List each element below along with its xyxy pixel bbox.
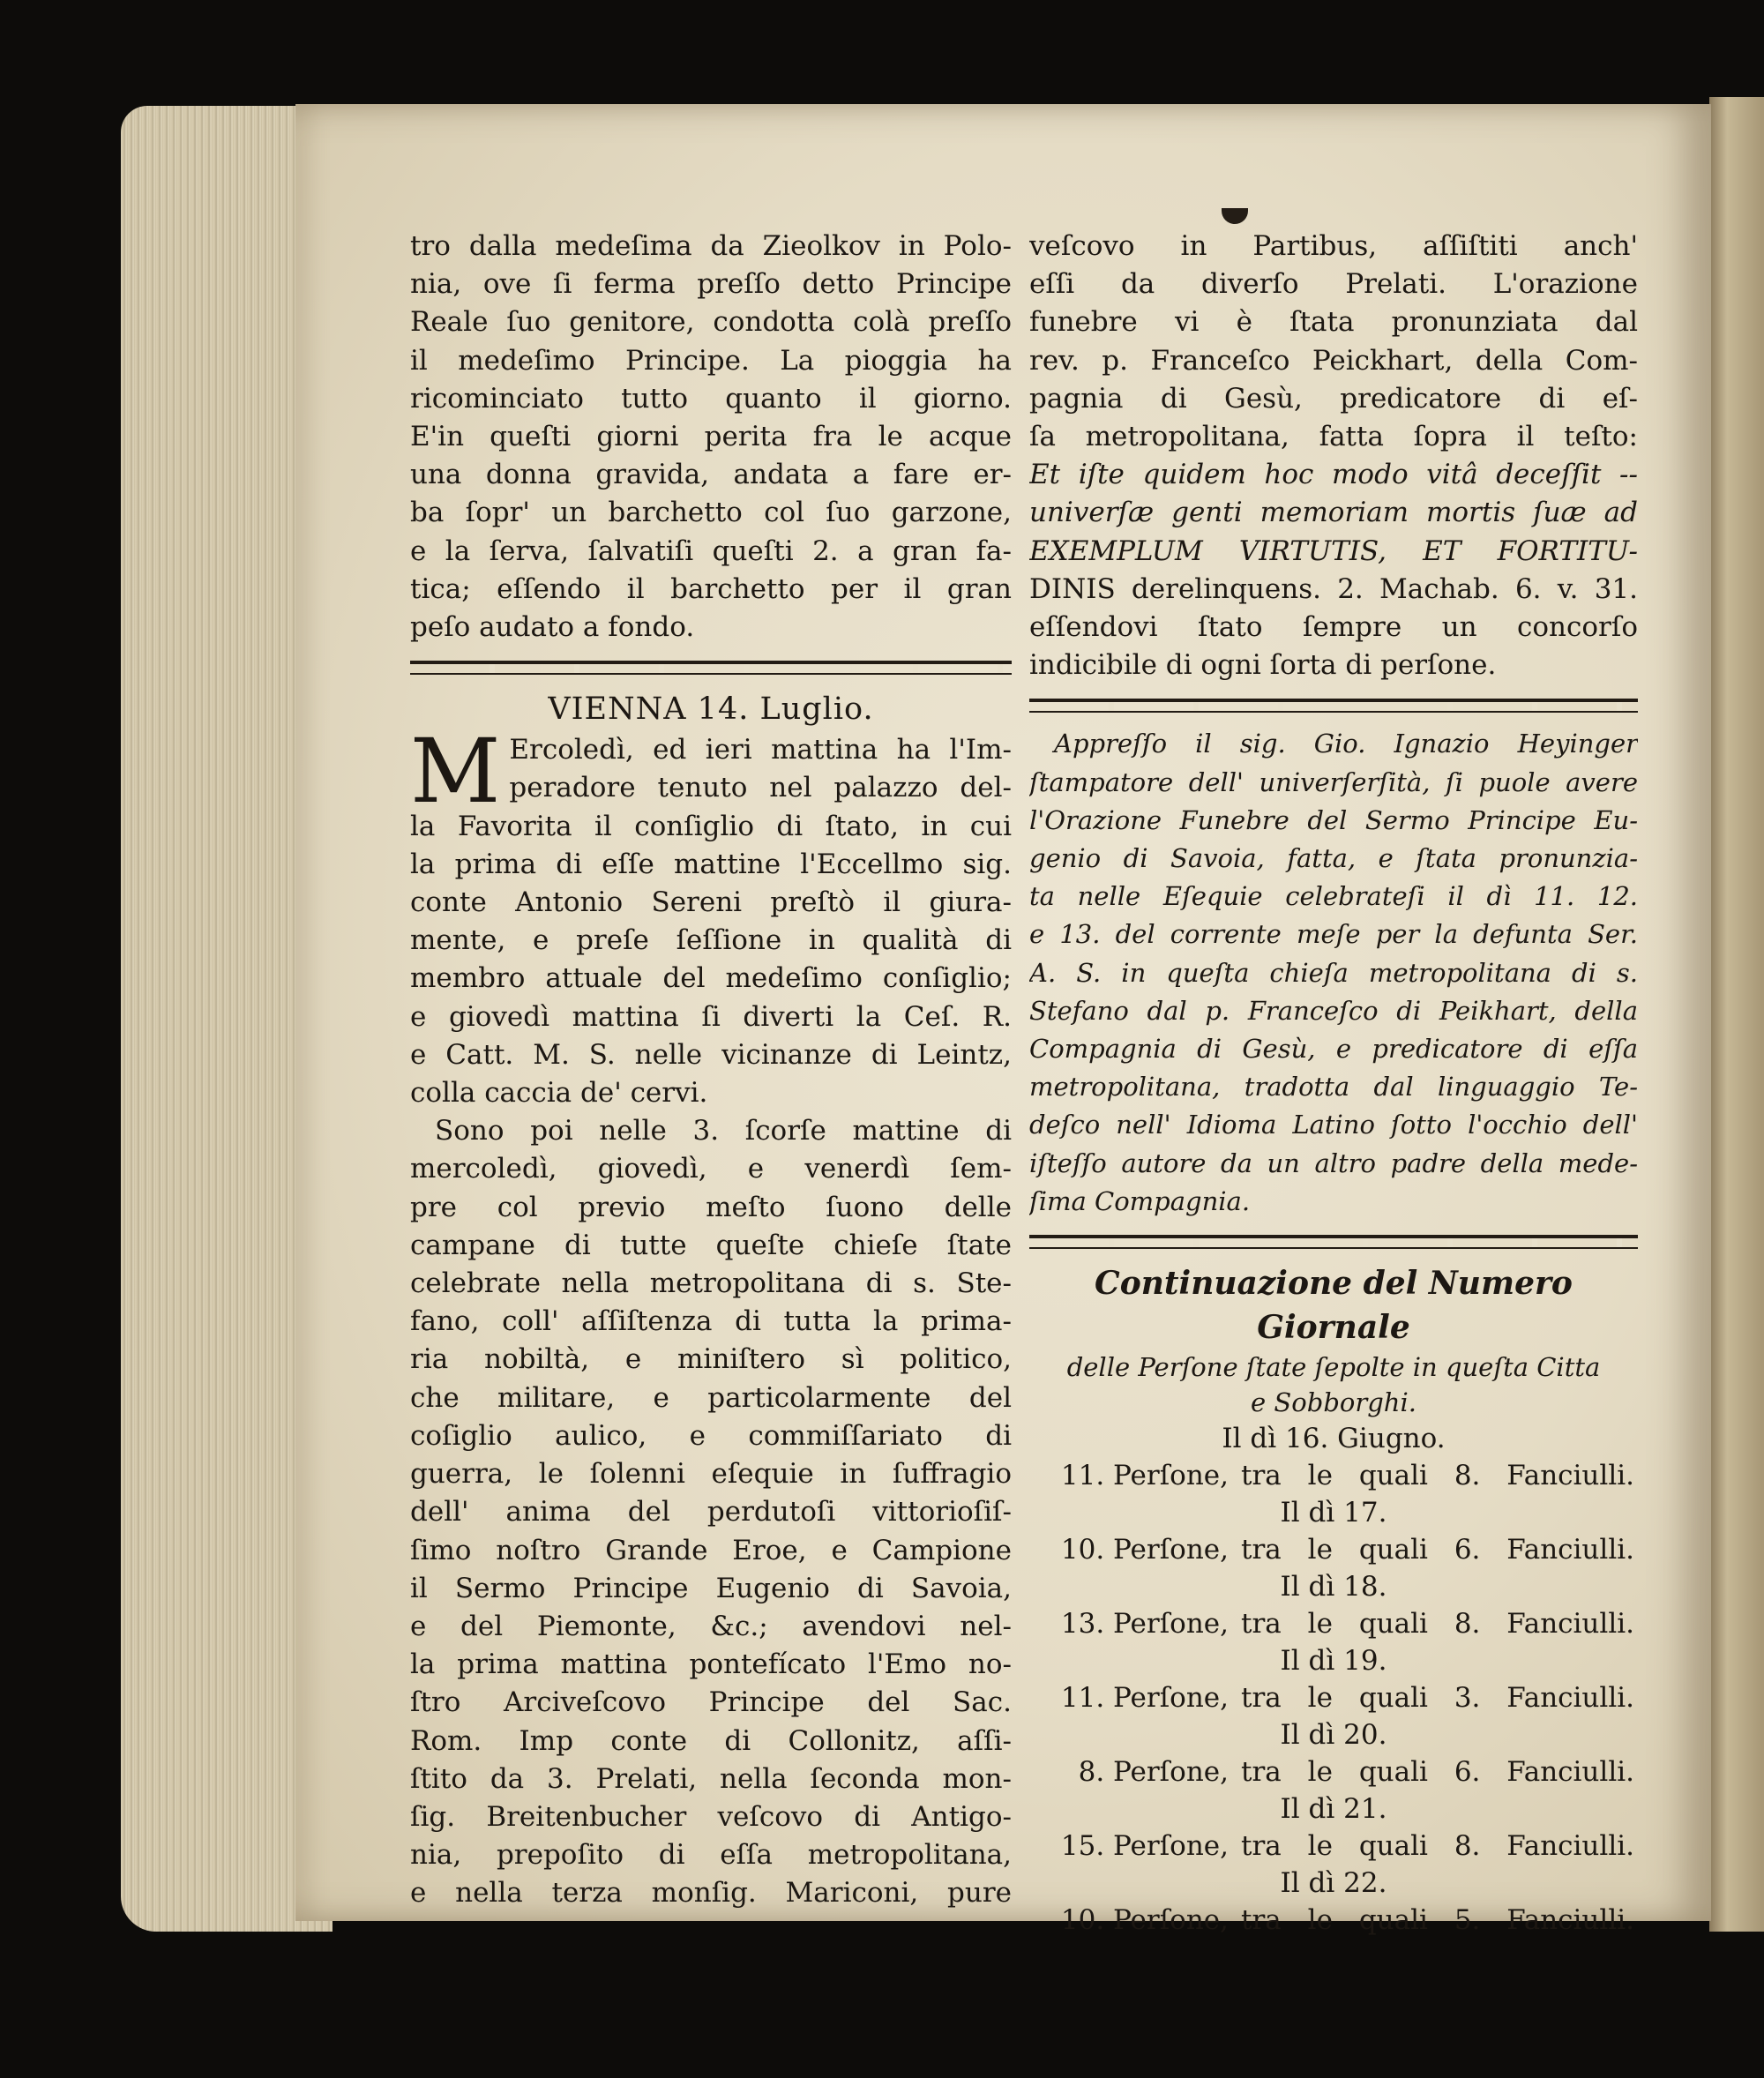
- text-line: tro dalla medeſima da Zieolkov in Polo-: [410, 230, 1012, 262]
- text-line: metropolitana, tradotta dal linguaggio Te-: [1029, 1072, 1638, 1103]
- text-line: guerra, le ſolenni eſequie in ſuffragio: [410, 1458, 1012, 1491]
- text-line: pagnia di Gesù, predicatore di eſ-: [1029, 382, 1638, 415]
- text-line: univerſæ genti memoriam mortis ſuæ ad: [1029, 497, 1638, 529]
- children-count: tra le quali 3. Fanciulli.: [1241, 1682, 1634, 1715]
- vienna-paragraph-1: [410, 720, 1012, 1112]
- date-line: Il dì 16. Giugno.: [1222, 1423, 1446, 1455]
- text-line: ſtro Arciveſcovo Principe del Sac.: [410, 1686, 1012, 1719]
- text-line: Compagnia di Gesù, e predicatore di eſſa: [1029, 1034, 1638, 1065]
- text-line: ſima Compagnia.: [1029, 1185, 1251, 1216]
- right-column: [1029, 228, 1638, 1939]
- book-notice: [1029, 725, 1638, 1221]
- text-line: il Sermo Principe Eugenio di Savoia,: [410, 1572, 1012, 1604]
- text-line: mercoledì, giovedì, e venerdì ſem-: [410, 1153, 1012, 1185]
- text-line: il medeſimo Principe. La pioggia ha: [410, 344, 1012, 377]
- text-line: Stefano dal p. Franceſco di Peikhart, della: [1029, 995, 1638, 1026]
- text-line: nia, ove ſi ferma preſſo detto Principe: [410, 268, 1012, 301]
- book-page: [295, 104, 1711, 1937]
- text-line: DINIS derelinquens. 2. Machab. 6. v. 31.: [1029, 572, 1638, 605]
- left-continuation-text: [410, 228, 1012, 647]
- text-line: EXEMPLUM VIRTUTIS, ET FORTITU-: [1029, 534, 1638, 567]
- text-line: ba ſopr' un barchetto col ſuo garzone,: [410, 497, 1012, 529]
- text-line: funebre vi è ſtata pronunziata dal: [1029, 306, 1638, 339]
- drop-cap: M: [410, 720, 501, 824]
- children-count: tra le quali 6. Fanciulli.: [1241, 1534, 1634, 1566]
- date-line: Il dì 18.: [1280, 1571, 1387, 1603]
- vienna-paragraph-2: [410, 1112, 1012, 1912]
- person-count: 11. Perſone,: [1060, 1460, 1229, 1492]
- text-line: ricominciato tutto quanto il giorno.: [410, 382, 1012, 415]
- text-line: ſimo noſtro Grande Eroe, e Campione: [410, 1534, 1012, 1566]
- text-line: celebrate nella metropolitana di s. Ste-: [410, 1267, 1012, 1300]
- person-count: 10. Perſone,: [1060, 1904, 1229, 1937]
- text-line: Appreſſo il sig. Gio. Ignazio Heyinger: [1054, 729, 1638, 759]
- text-line: colla caccia de' cervi.: [410, 1077, 708, 1110]
- date-line: Il dì 21.: [1280, 1793, 1387, 1826]
- binding-mark: [1222, 208, 1248, 224]
- facing-page-edge: [1709, 97, 1764, 1932]
- text-line: A. S. in queſta chieſa metropolitana di s.: [1029, 957, 1638, 988]
- date-line: Il dì 19.: [1280, 1645, 1387, 1678]
- left-column: [410, 228, 1012, 1913]
- burial-list: [1029, 1420, 1638, 1939]
- children-count: tra le quali 5. Fanciulli.: [1241, 1904, 1634, 1937]
- text-line: e del Piemonte, &c.; avendovi nel-: [410, 1610, 1012, 1642]
- list-item: [1029, 1902, 1638, 1939]
- right-continuation-text: [1029, 228, 1638, 684]
- text-line: Sono poi nelle 3. ſcorſe mattine di: [435, 1115, 1012, 1147]
- text-line: coſiglio aulico, e commiſſariato di: [410, 1419, 1012, 1452]
- text-line: peradore tenuto nel palazzo del-: [509, 772, 1012, 804]
- text-line: genio di Savoia, fatta, e ſtata pronunzia-: [1029, 843, 1638, 874]
- text-line: che militare, e particolarmente del: [410, 1381, 1012, 1414]
- text-line: nia, prepoſito di eſſa metropolitana,: [410, 1839, 1012, 1872]
- text-line: conte Antonio Sereni preſtò il giura-: [410, 886, 1012, 919]
- text-line: ria nobiltà, e miniſtero sì politico,: [410, 1343, 1012, 1376]
- text-line: e Catt. M. S. nelle vicinanze di Leintz,: [410, 1038, 1012, 1071]
- burial-list-title: Continuazione del Numero Giornale: [1095, 1265, 1573, 1347]
- text-line: E'in queſti giorni perita fra le acque: [410, 421, 1012, 453]
- date-line: Il dì 17.: [1280, 1497, 1387, 1529]
- text-line: Reale ſuo genitore, condotta colà preſſo: [410, 306, 1012, 339]
- text-line: tica; eſſendo il barchetto per il gran: [410, 572, 1012, 605]
- text-line: membro attuale del medeſimo conſiglio;: [410, 962, 1012, 995]
- text-line: dell' anima del perdutoſi vittorioſiſ-: [410, 1496, 1012, 1529]
- burial-list-subtitle: e Sobborghi.: [1251, 1387, 1416, 1418]
- person-count: 15. Perſone,: [1060, 1830, 1229, 1863]
- list-item: [1029, 1753, 1638, 1790]
- text-line: mente, e preſe ſeſſione in qualità di: [410, 924, 1012, 957]
- list-item: [1029, 1605, 1638, 1642]
- text-line: eſſi da diverſo Prelati. L'orazione: [1029, 268, 1638, 301]
- section-divider: [1029, 699, 1638, 713]
- list-item: [1029, 1457, 1638, 1494]
- date-line: Il dì 20.: [1280, 1719, 1387, 1752]
- person-count: 13. Perſone,: [1060, 1608, 1229, 1641]
- text-line: e 13. del corrente meſe per la defunta Ser.: [1029, 919, 1638, 950]
- person-count: 8. Perſone,: [1078, 1756, 1229, 1789]
- text-line: indicibile di ogni ſorta di perſone.: [1029, 649, 1497, 682]
- text-line: la prima mattina pontefícato l'Emo no-: [410, 1648, 1012, 1681]
- text-line: iſteſſo autore da un altro padre della mede-: [1029, 1147, 1638, 1178]
- children-count: tra le quali 8. Fanciulli.: [1241, 1608, 1634, 1641]
- text-line: pre col previo meſto ſuono delle: [410, 1191, 1012, 1223]
- date-line: Il dì 22.: [1280, 1867, 1387, 1900]
- text-line: e giovedì mattina ſi diverti la Ceſ. R.: [410, 1000, 1012, 1033]
- text-line: ſa metropolitana, fatta ſopra il teſto:: [1029, 421, 1638, 453]
- children-count: tra le quali 8. Fanciulli.: [1241, 1830, 1634, 1863]
- list-item: [1029, 1679, 1638, 1716]
- text-line: e nella terza monſig. Mariconi, pure: [410, 1877, 1012, 1910]
- section-divider: [410, 661, 1012, 675]
- text-line: ſtito da 3. Prelati, nella ſeconda mon-: [410, 1762, 1012, 1795]
- children-count: tra le quali 8. Fanciulli.: [1241, 1460, 1634, 1492]
- text-line: ta nelle Eſequie celebrateſi il dì 11. 12.: [1029, 881, 1638, 912]
- list-item: [1029, 1531, 1638, 1568]
- text-line: deſco nell' Idioma Latino ſotto l'occhio dell': [1029, 1110, 1638, 1140]
- list-item: [1029, 1828, 1638, 1865]
- dateline-heading: VIENNA 14. Luglio.: [548, 691, 874, 728]
- text-line: veſcovo in Partibus, aſſiſtiti anch': [1029, 230, 1638, 262]
- text-line: rev. p. Franceſco Peickhart, della Com-: [1029, 344, 1638, 377]
- text-line: fano, coll' aſſiſtenza di tutta la prima-: [410, 1305, 1012, 1338]
- text-line: la prima di eſſe mattine l'Eccellmo sig.: [410, 848, 1012, 880]
- text-line: campane di tutte queſte chieſe ſtate: [410, 1229, 1012, 1261]
- text-line: una donna gravida, andata a fare er-: [410, 459, 1012, 491]
- text-line: e la ſerva, ſalvatiſi queſti 2. a gran fa-: [410, 534, 1012, 567]
- text-line: la Favorita il conſiglio di ſtato, in cui: [410, 810, 1012, 842]
- text-line: peſo audato a fondo.: [410, 611, 695, 644]
- text-line: eſſendovi ſtato ſempre un concorſo: [1029, 611, 1638, 644]
- text-line: Et iſte quidem hoc modo vitâ deceſſit --: [1029, 459, 1638, 491]
- text-line: ſtampatore dell' univerſerſità, ſi puole avere: [1029, 766, 1638, 797]
- children-count: tra le quali 6. Fanciulli.: [1241, 1756, 1634, 1789]
- person-count: 11. Perſone,: [1060, 1682, 1229, 1715]
- text-line: Ercoledì, ed ieri mattina ha l'Im-: [509, 734, 1012, 766]
- burial-list-subtitle: delle Perſone ſtate ſepolte in queſta Citta: [1066, 1352, 1601, 1383]
- section-divider: [1029, 1235, 1638, 1249]
- text-line: Rom. Imp conte di Collonitz, aſſi-: [410, 1724, 1012, 1757]
- person-count: 10. Perſone,: [1060, 1534, 1229, 1566]
- text-line: ſig. Breitenbucher veſcovo di Antigo-: [410, 1800, 1012, 1833]
- text-line: l'Orazione Funebre del Sermo Principe Eu-: [1029, 804, 1638, 835]
